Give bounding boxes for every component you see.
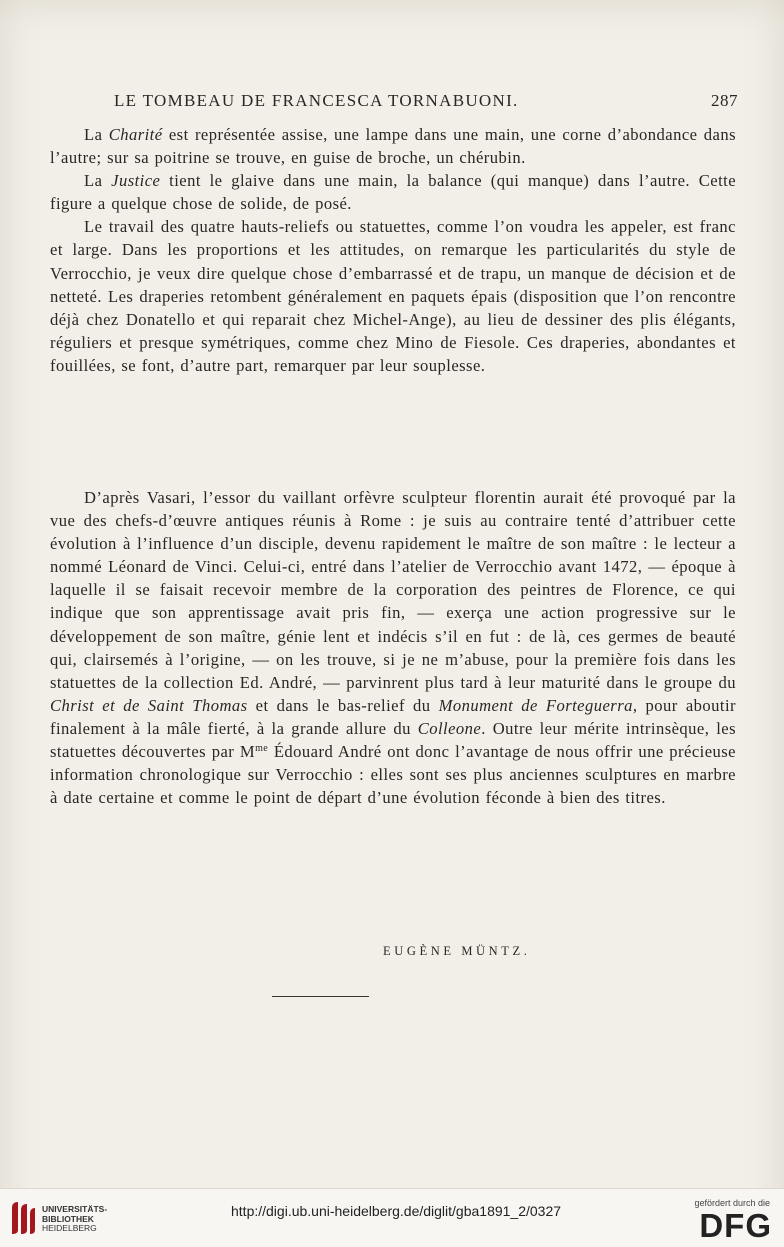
library-name [42,1205,107,1234]
paragraph-justice [50,169,736,215]
author-signature: EUGÈNE MÜNTZ. [383,944,531,958]
p4-text-g: . Outre leur mérite intrinsèque, les statuettes découvertes par M [50,718,736,762]
text-block-1 [50,123,736,377]
p2-text-a: La [84,171,112,191]
library-line-1: UNIVERSITÄTS- [42,1204,108,1214]
library-line-2: BIBLIOTHEK [42,1213,94,1224]
p4-italic-monument: Monument de Forteguerra [438,695,633,715]
p1-italic-charite: Charité [108,125,163,144]
p1-text-c: est représentée assise, une lampe dans une main, une corne d’abondance dans l’autre; sur sa poitrine se trouve, en guise de broche, un chérubin. [50,125,736,168]
closing-rule [272,996,369,997]
p4-text-e: , pour aboutir finalement à la mâle fierté, à la grande allure du [50,695,736,738]
text-block-2 [50,486,736,809]
library-line-3: HEIDELBERG [42,1223,97,1233]
paragraph-vasari [50,486,736,809]
paragraph-charite [50,123,736,169]
p4-text-c: et dans le bas-relief du [247,695,439,715]
running-head [48,91,738,115]
p4-superscript-me: me [255,743,269,755]
p4-italic-christ: Christ et de Saint Thomas [50,695,248,715]
paragraph-travail: Le travail des quatre hauts-reliefs ou statuettes, comme l’on voudra les appeler, est franc et large. Dans les proportions et les attitudes, on remarque les particularités du style de Verrocchio, je veux dire quelque chose d’embarrassé et de trapu, un manque de décision et de netteté. Les draperies retombent généralement en paquets épais (disposition que l’on rencontre déjà chez Donatello et qui reparait chez Michel-Ange), au lieu de dessiner des plis élégants, réguliers et presque symétriques, comme chez Mino de Fiesole. Ces draperies, abondantes et fouillées, se font, d’autre part, remarquer par leur souplesse. [50,217,736,375]
page-number: 287 [711,91,738,110]
p4-text-i: Édouard André ont donc l’avantage de nous offrir une précieuse information chronologique sur Verrocchio : elles sont ses plus anciennes sculptures en marbre à date certaine et comme le point de départ d’une évolution féconde à bien des titres. [50,742,736,808]
p4-text-a: D’après Vasari, l’essor du vaillant orfèvre sculpteur florentin aurait été provoqué par la vue des chefs-d’œuvre antiques réunis à Rome : je suis au contraire tenté d’attribuer cette évolution à l’influence d’un disciple, devenu rapidement le maître de son maître : le lecteur a nommé Léonard de Vinci. Celui-ci, entré dans l’atelier de Verrocchio avant 1472, — époque à laquelle il se faisait recevoir membre de la corporation des peintres de Florence, ce qui indique que son apprentissage avait pris fin, — exerça une action progressive sur le développement de son maître, génie lent et indécis s’il en fut : de là, ces germes de beauté qui, clairsemés à l’origine, — on les trouve, si je ne m’abuse, pour la première fois dans les statuettes de la collection Ed. André, — parvinrent plus tard à leur maturité dans le groupe du [50,488,736,692]
permalink-url[interactable]: http://digi.ub.uni-heidelberg.de/diglit/gba1891_2/0327 [231,1203,562,1219]
university-library-logo-icon [8,1200,36,1236]
p2-text-c: tient le glaive dans une main, la balance (qui manque) dans l’autre. Cette figure a quelque chose de solide, de posé. [50,171,737,214]
p1-text-a: La [84,125,109,144]
running-title: LE TOMBEAU DE FRANCESCA TORNABUONI. [114,91,519,110]
sponsor-caption: gefördert durch die [694,1198,770,1208]
dfg-logo: DFG [699,1207,772,1244]
p2-italic-justice: Justice [111,171,161,191]
p4-italic-colleone: Colleone [417,718,482,738]
